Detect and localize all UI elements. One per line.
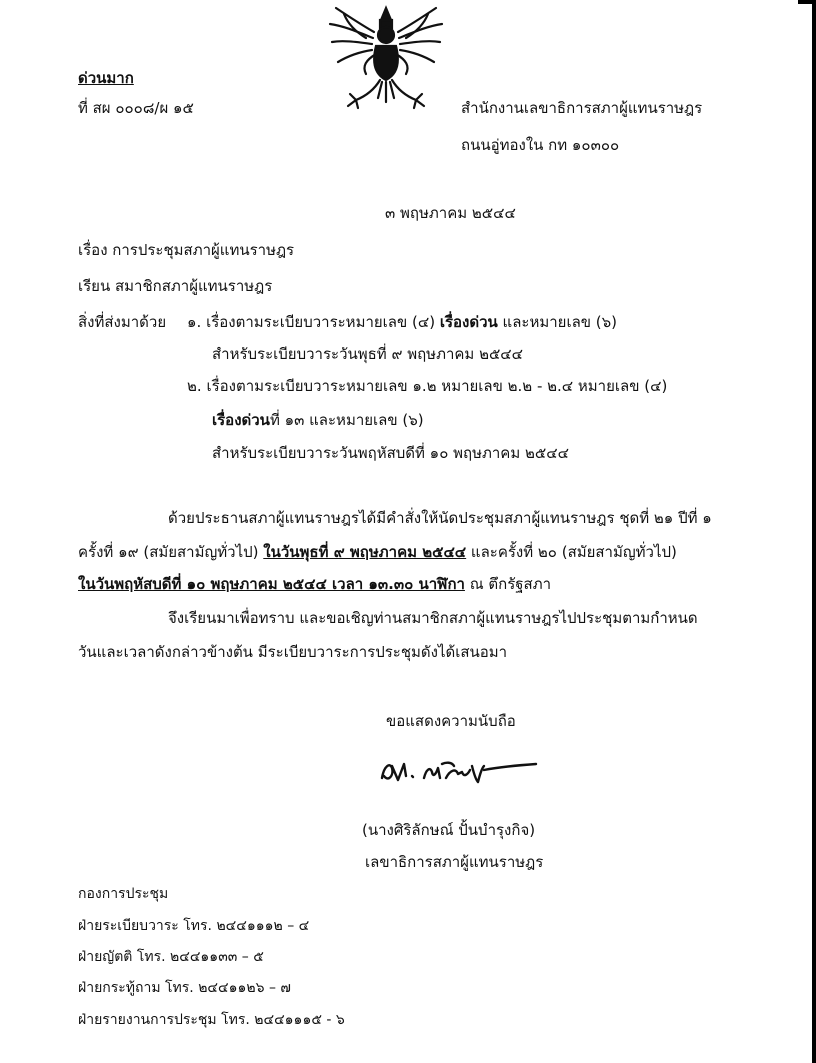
- enclosure-item-2-date: สำหรับระเบียบวาระวันพฤหัสบดีที่ ๑๐ พฤษภาคม ๒๕๔๔: [212, 444, 569, 462]
- body-text: และครั้งที่ ๒๐ (สมัยสามัญทั่วไป): [466, 543, 677, 561]
- body-paragraph-1-line-3: [78, 574, 551, 594]
- body-paragraph-2-line-1: จึงเรียนมาเพื่อทราบ และขอเชิญท่านสมาชิกสภาผู้แทนราษฎรไปประชุมตามกำหนด: [168, 609, 698, 627]
- contact-line: ฝ่ายรายงานการประชุม โทร. ๒๔๔๑๑๑๕ - ๖: [78, 1012, 345, 1028]
- subject-line: เรื่อง การประชุมสภาผู้แทนราษฎร: [78, 241, 295, 259]
- meeting-date-2: ในวันพฤหัสบดีที่ ๑๐ พฤษภาคม ๒๕๔๔ เวลา ๑๓.๓๐ นาฬิกา: [78, 575, 465, 593]
- contact-line: ฝ่ายญัตติ โทร. ๒๔๔๑๑๓๓ – ๕: [78, 949, 264, 965]
- enclosure-text: เรื่องตามระเบียบวาระหมายเลข ๑.๒ หมายเลข ๒.๒ - ๒.๔ หมายเลข (๔): [206, 377, 668, 395]
- enclosure-item-1: [187, 312, 617, 332]
- division-name: กองการประชุม: [78, 886, 169, 902]
- garuda-emblem-icon: [326, 2, 446, 114]
- enclosure-item-2: [187, 376, 667, 396]
- enclosure-text: และหมายเลข (๖): [497, 313, 618, 331]
- enclosure-text: เรื่องตามระเบียบวาระหมายเลข (๔): [206, 313, 440, 331]
- urgent-marker: เรื่องด่วน: [212, 411, 270, 429]
- signer-title: เลขาธิการสภาผู้แทนราษฎร: [365, 853, 544, 871]
- closing-salutation: ขอแสดงความนับถือ: [386, 712, 516, 730]
- urgency-label: ด่วนมาก: [78, 69, 134, 87]
- body-text: ครั้งที่ ๑๙ (สมัยสามัญทั่วไป): [78, 543, 264, 561]
- enclosure-number: ๒.: [187, 377, 202, 395]
- scan-edge-top: [798, 0, 816, 4]
- meeting-date-1: ในวันพุธที่ ๙ พฤษภาคม ๒๕๔๔: [263, 543, 467, 561]
- body-paragraph-1-line-1: ด้วยประธานสภาผู้แทนราษฎรได้มีคำสั่งให้นัดประชุมสภาผู้แทนราษฎร ชุดที่ ๒๑ ปีที่ ๑: [168, 509, 712, 527]
- contact-line: ฝ่ายระเบียบวาระ โทร. ๒๔๔๑๑๑๒ – ๔: [78, 918, 310, 934]
- contact-line: ฝ่ายกระทู้ถาม โทร. ๒๔๔๑๑๒๖ – ๗: [78, 980, 291, 996]
- enclosure-number: ๑.: [187, 313, 202, 331]
- addressee-line: เรียน สมาชิกสภาผู้แทนราษฎร: [78, 277, 273, 295]
- scan-edge-right: [812, 0, 816, 1063]
- office-name: สำนักงานเลขาธิการสภาผู้แทนราษฎร: [461, 99, 703, 117]
- body-paragraph-2-line-2: วันและเวลาดังกล่าวข้างต้น มีระเบียบวาระการประชุมดังได้เสนอมา: [78, 643, 508, 661]
- signature-icon: [376, 752, 542, 788]
- body-text: ณ ตึกรัฐสภา: [464, 575, 552, 593]
- urgent-marker: เรื่องด่วน: [439, 313, 498, 331]
- enclosure-item-1-date: สำหรับระเบียบวาระวันพุธที่ ๙ พฤษภาคม ๒๕๔๔: [212, 345, 524, 363]
- enclosures-label: สิ่งที่ส่งมาด้วย: [78, 313, 167, 331]
- enclosure-item-2-cont: [212, 410, 424, 430]
- letter-date: ๓ พฤษภาคม ๒๕๔๔: [385, 204, 516, 222]
- office-address: ถนนอู่ทองใน กท ๑๐๓๐๐: [461, 136, 620, 154]
- body-paragraph-1-line-2: [78, 542, 677, 562]
- enclosure-text: ที่ ๑๓ และหมายเลข (๖): [269, 411, 424, 429]
- signer-name: (นางศิริลักษณ์ ปั้นบำรุงกิจ): [362, 821, 536, 839]
- reference-number: ที่ สผ ๐๐๐๘/ผ ๑๕: [78, 99, 194, 117]
